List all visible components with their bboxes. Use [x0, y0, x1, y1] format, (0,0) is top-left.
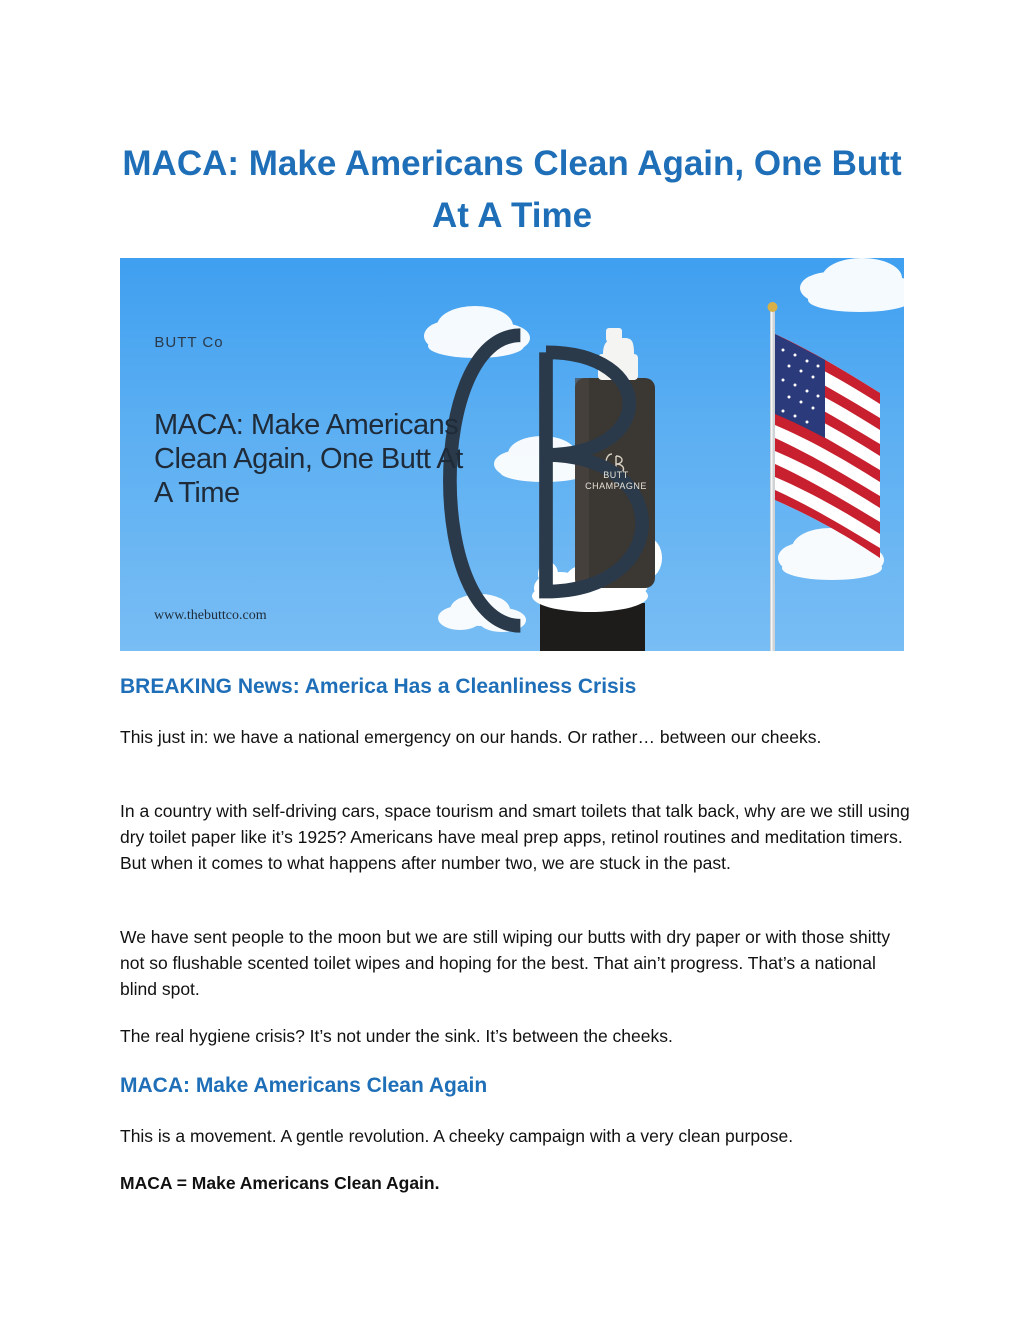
paragraph: In a country with self-driving cars, space tourism and smart toilets that talk back, why are we still using dry toilet paper like it’s 1925? Americans have meal prep apps, retinol routines and meditation timers. But when it comes to what happens after number two, we are stuck in the past.: [120, 801, 910, 873]
document-title: MACA: Make Americans Clean Again, One Butt At A Time: [122, 144, 902, 235]
paragraph: We have sent people to the moon but we are still wiping our butts with dry paper or with those shitty not so flushable scented toilet wipes and hoping for the best. That ain’t progress. That’s a national blind spot.: [120, 927, 891, 999]
section-heading-maca: MACA: Make Americans Clean Again: [120, 1074, 488, 1097]
maca-definition: MACA = Make Americans Clean Again.: [120, 1173, 440, 1193]
section-heading-breaking: BREAKING News: America Has a Cleanliness Crisis: [120, 675, 637, 698]
hero-image: [120, 258, 904, 651]
paragraph: This just in: we have a national emergency on our hands. Or rather… between our cheeks.: [120, 727, 822, 747]
bottle-product-name: BUTT CHAMPAGNE: [585, 470, 647, 491]
hero-website: www.thebuttco.com: [154, 608, 267, 623]
brand-logo: [154, 284, 224, 364]
paragraph: This is a movement. A gentle revolution. A cheeky campaign with a very clean purpose.: [120, 1126, 794, 1146]
paragraph: The real hygiene crisis? It’s not under the sink. It’s between the cheeks.: [120, 1026, 673, 1046]
brand-name: BUTT Co: [154, 334, 224, 351]
hero-headline: MACA: Make Americans Clean Again, One Butt At A Time: [154, 409, 463, 509]
